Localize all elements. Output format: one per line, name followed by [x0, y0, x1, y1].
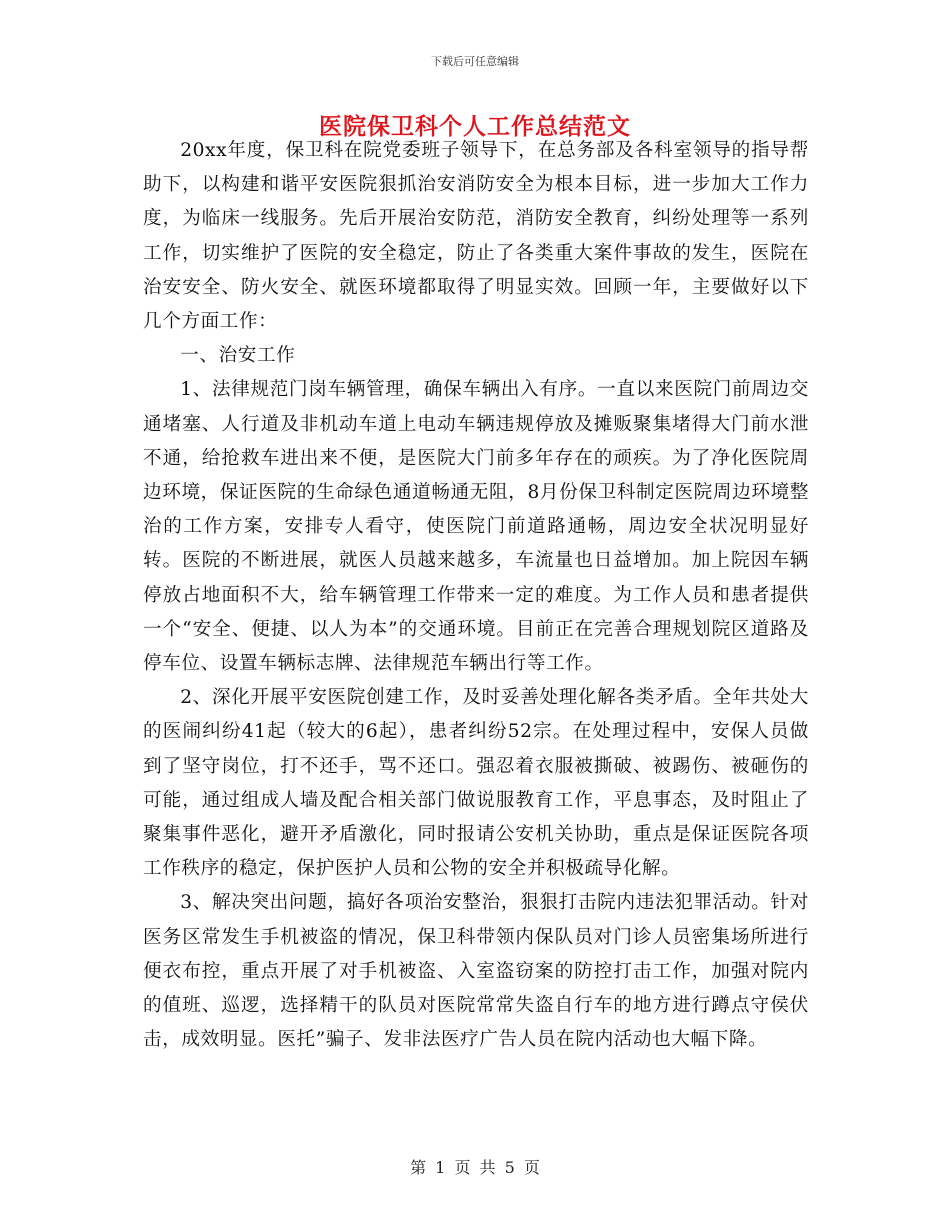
paragraph-item-3: 3、解决突出问题，搞好各项治安整治，狠狠打击院内违法犯罪活动。针对医务区常发生手机被盗的情况，保卫科带领内保队员对门诊人员密集场所进行便衣布控，重点开展了对手机被盗、入室盗窃案的防控打击工作，加强对院内的值班、巡逻，选择精干的队员对医院常常失盗自行车的地方进行蹲点守侯伏击，成效明显。医托”骗子、发非法医疗广告人员在院内活动也大幅下降。	[143, 892, 809, 1051]
document-body	[143, 134, 809, 1057]
paragraph-item-1: 1、法律规范门岗车辆管理，确保车辆出入有序。一直以来医院门前周边交通堵塞、人行道及非机动车道上电动车辆违规停放及摊贩聚集堵得大门前水泄不通，给抢救车进出来不便，是医院大门前多年存在的顽疾。为了净化医院周边环境，保证医院的生命绿色通道畅通无阻，8月份保卫科制定医院周边环境整治的工作方案，安排专人看守，使医院门前道路通畅，周边安全状况明显好转。医院的不断进展，就医人员越来越多，车流量也日益增加。加上院因车辆停放占地面积不大，给车辆管理工作带来一定的难度。为工作人员和患者提供一个“安全、便捷、以人为本”的交通环境。目前正在完善合理规划院区道路及停车位、设置车辆标志牌、法律规范车辆出行等工作。	[143, 379, 809, 675]
section-heading-security: 一、治安工作	[180, 345, 296, 367]
page-footer: 第 1 页 共 5 页	[410, 1158, 540, 1177]
paragraph-intro: 20xx年度，保卫科在院党委班子领导下，在总务部及各科室领导的指导帮助下，以构建和谐平安医院狠抓治安消防安全为根本目标，进一步加大工作力度，为临床一线服务。先后开展治安防范，消防安全教育，纠纷处理等一系列工作，切实维护了医院的安全稳定，防止了各类重大案件事故的发生，医院在治安安全、防火安全、就医环境都取得了明显实效。回顾一年，主要做好以下几个方面工作：	[143, 140, 809, 333]
header-note: 下载后可任意编辑	[431, 55, 519, 68]
paragraph-item-2: 2、深化开展平安医院创建工作，及时妥善处理化解各类矛盾。全年共处大的医闹纠纷41起（较大的6起），患者纠纷52宗。在处理过程中，安保人员做到了坚守岗位，打不还手，骂不还口。强忍着衣服被撕破、被踢伤、被砸伤的可能，通过组成人墙及配合相关部门做说服教育工作，平息事态，及时阻止了聚集事件恶化，避开矛盾激化，同时报请公安机关协助，重点是保证医院各项工作秩序的稳定，保护医护人员和公物的安全并积极疏导化解。	[143, 687, 809, 880]
document-title: 医院保卫科个人工作总结范文	[319, 113, 631, 140]
